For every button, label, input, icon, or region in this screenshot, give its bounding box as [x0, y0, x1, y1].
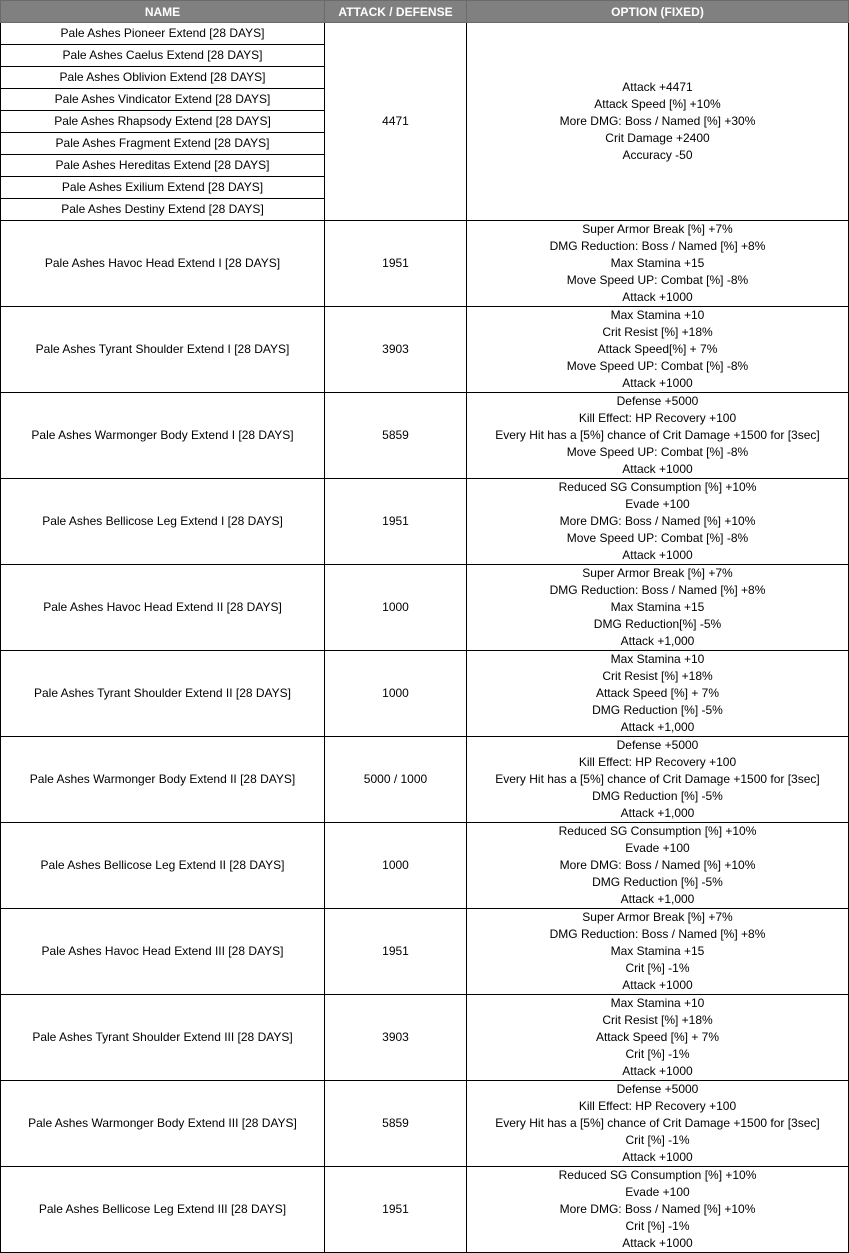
header-attack-defense: ATTACK / DEFENSE — [325, 1, 467, 23]
option-line: Every Hit has a [5%] chance of Crit Damage +1500 for [3sec] — [495, 428, 820, 442]
item-name: Pale Ashes Oblivion Extend [28 DAYS] — [1, 67, 325, 89]
item-attack-defense: 3903 — [325, 995, 467, 1081]
option-line: Attack +1000 — [622, 376, 693, 390]
option-line: Attack +1000 — [622, 1064, 693, 1078]
item-name: Pale Ashes Warmonger Body Extend I [28 DAYS] — [1, 393, 325, 479]
option-line: Crit [%] -1% — [625, 1133, 690, 1147]
option-line: Attack +1000 — [622, 1150, 693, 1164]
option-line: Crit [%] -1% — [625, 1219, 690, 1233]
option-line: Attack +1000 — [622, 978, 693, 992]
option-line: Kill Effect: HP Recovery +100 — [578, 411, 737, 425]
option-line: More DMG: Boss / Named [%] +30% — [559, 114, 756, 128]
option-line: Accuracy -50 — [622, 148, 693, 162]
item-attack-defense: 5859 — [325, 1081, 467, 1167]
option-line: Max Stamina +15 — [610, 944, 705, 958]
item-name: Pale Ashes Destiny Extend [28 DAYS] — [1, 199, 325, 221]
table-row — [1, 565, 849, 651]
option-line: Attack +1000 — [622, 1236, 693, 1250]
option-line: Max Stamina +15 — [610, 600, 705, 614]
header-name: NAME — [1, 1, 325, 23]
option-line: Attack Speed [%] + 7% — [595, 686, 720, 700]
item-name: Pale Ashes Rhapsody Extend [28 DAYS] — [1, 111, 325, 133]
item-options — [467, 221, 849, 307]
option-line: Evade +100 — [625, 497, 690, 511]
option-line: DMG Reduction [%] -5% — [592, 703, 723, 717]
option-line: Max Stamina +10 — [610, 308, 705, 322]
option-line: Attack Speed[%] + 7% — [597, 342, 718, 356]
item-name: Pale Ashes Havoc Head Extend II [28 DAYS] — [1, 565, 325, 651]
item-attack-defense: 1000 — [325, 823, 467, 909]
option-line: DMG Reduction [%] -5% — [592, 789, 723, 803]
item-options — [467, 995, 849, 1081]
item-attack-defense: 1951 — [325, 221, 467, 307]
item-attack-defense: 5859 — [325, 393, 467, 479]
option-line: Attack +1000 — [622, 462, 693, 476]
option-line: DMG Reduction: Boss / Named [%] +8% — [549, 239, 766, 253]
item-name: Pale Ashes Tyrant Shoulder Extend II [28 DAYS] — [1, 651, 325, 737]
option-line: Attack Speed [%] +10% — [594, 97, 721, 111]
option-line: Attack +1,000 — [620, 720, 695, 734]
option-line: Super Armor Break [%] +7% — [582, 566, 733, 580]
table-row — [1, 393, 849, 479]
option-line: Move Speed UP: Combat [%] -8% — [566, 445, 749, 459]
item-options — [467, 651, 849, 737]
option-line: Crit Resist [%] +18% — [602, 325, 713, 339]
option-line: Crit Resist [%] +18% — [602, 669, 713, 683]
table-row — [1, 823, 849, 909]
option-line: Attack Speed [%] + 7% — [595, 1030, 720, 1044]
option-line: Crit Resist [%] +18% — [602, 1013, 713, 1027]
option-line: More DMG: Boss / Named [%] +10% — [559, 1202, 756, 1216]
option-line: Max Stamina +15 — [610, 256, 705, 270]
option-line: Move Speed UP: Combat [%] -8% — [566, 359, 749, 373]
item-name: Pale Ashes Warmonger Body Extend II [28 DAYS] — [1, 737, 325, 823]
table-row — [1, 909, 849, 995]
item-attack-defense: 1951 — [325, 1167, 467, 1253]
option-line: Crit Damage +2400 — [605, 131, 710, 145]
option-line: Attack +1,000 — [620, 634, 695, 648]
header-option-fixed: OPTION (FIXED) — [467, 1, 849, 23]
item-options — [467, 479, 849, 565]
item-options — [467, 565, 849, 651]
item-attack-defense: 3903 — [325, 307, 467, 393]
table-row — [1, 221, 849, 307]
option-line: Kill Effect: HP Recovery +100 — [578, 1099, 737, 1113]
table-row — [1, 479, 849, 565]
item-name: Pale Ashes Pioneer Extend [28 DAYS] — [1, 23, 325, 45]
item-options — [467, 1081, 849, 1167]
option-line: Max Stamina +10 — [610, 996, 705, 1010]
item-name: Pale Ashes Fragment Extend [28 DAYS] — [1, 133, 325, 155]
option-line: Reduced SG Consumption [%] +10% — [558, 824, 757, 838]
option-line: Every Hit has a [5%] chance of Crit Damage +1500 for [3sec] — [495, 1116, 820, 1130]
option-line: DMG Reduction [%] -5% — [592, 875, 723, 889]
table-body — [1, 23, 849, 1253]
item-name: Pale Ashes Bellicose Leg Extend I [28 DAYS] — [1, 479, 325, 565]
table-row — [1, 651, 849, 737]
item-options — [467, 737, 849, 823]
item-options — [467, 307, 849, 393]
item-name: Pale Ashes Tyrant Shoulder Extend I [28 DAYS] — [1, 307, 325, 393]
option-line: DMG Reduction[%] -5% — [593, 617, 722, 631]
item-options — [467, 393, 849, 479]
option-line: Attack +1,000 — [620, 806, 695, 820]
option-line: DMG Reduction: Boss / Named [%] +8% — [549, 583, 766, 597]
table-row — [1, 995, 849, 1081]
option-line: Evade +100 — [625, 1185, 690, 1199]
item-name: Pale Ashes Warmonger Body Extend III [28 DAYS] — [1, 1081, 325, 1167]
item-name: Pale Ashes Tyrant Shoulder Extend III [28 DAYS] — [1, 995, 325, 1081]
option-line: Crit [%] -1% — [625, 961, 690, 975]
option-line: Defense +5000 — [616, 394, 699, 408]
option-line: Max Stamina +10 — [610, 652, 705, 666]
option-line: Kill Effect: HP Recovery +100 — [578, 755, 737, 769]
option-line: DMG Reduction: Boss / Named [%] +8% — [549, 927, 766, 941]
item-options — [467, 23, 849, 221]
item-name: Pale Ashes Havoc Head Extend I [28 DAYS] — [1, 221, 325, 307]
item-attack-defense: 1000 — [325, 651, 467, 737]
option-line: Reduced SG Consumption [%] +10% — [558, 480, 757, 494]
item-name: Pale Ashes Bellicose Leg Extend II [28 DAYS] — [1, 823, 325, 909]
item-options — [467, 1167, 849, 1253]
item-attack-defense: 5000 / 1000 — [325, 737, 467, 823]
item-attack-defense: 1951 — [325, 909, 467, 995]
option-line: More DMG: Boss / Named [%] +10% — [559, 858, 756, 872]
option-line: Super Armor Break [%] +7% — [582, 222, 733, 236]
item-name: Pale Ashes Vindicator Extend [28 DAYS] — [1, 89, 325, 111]
table-row — [1, 737, 849, 823]
option-line: Move Speed UP: Combat [%] -8% — [566, 273, 749, 287]
option-line: Defense +5000 — [616, 1082, 699, 1096]
option-line: Super Armor Break [%] +7% — [582, 910, 733, 924]
option-line: Evade +100 — [625, 841, 690, 855]
option-line: Defense +5000 — [616, 738, 699, 752]
option-line: Every Hit has a [5%] chance of Crit Damage +1500 for [3sec] — [495, 772, 820, 786]
item-attack-defense: 4471 — [325, 23, 467, 221]
header-row — [1, 1, 849, 23]
option-line: Attack +1,000 — [620, 892, 695, 906]
table-row — [1, 1167, 849, 1253]
table-row — [1, 1081, 849, 1167]
item-name: Pale Ashes Hereditas Extend [28 DAYS] — [1, 155, 325, 177]
table-row — [1, 23, 849, 45]
option-line: Attack +1000 — [622, 548, 693, 562]
option-line: Move Speed UP: Combat [%] -8% — [566, 531, 749, 545]
item-attack-defense: 1000 — [325, 565, 467, 651]
table-row — [1, 307, 849, 393]
option-line: Attack +1000 — [622, 290, 693, 304]
item-name: Pale Ashes Havoc Head Extend III [28 DAYS] — [1, 909, 325, 995]
item-name: Pale Ashes Exilium Extend [28 DAYS] — [1, 177, 325, 199]
option-line: Reduced SG Consumption [%] +10% — [558, 1168, 757, 1182]
option-line: Attack +4471 — [622, 80, 693, 94]
item-options — [467, 823, 849, 909]
item-name: Pale Ashes Bellicose Leg Extend III [28 DAYS] — [1, 1167, 325, 1253]
option-line: More DMG: Boss / Named [%] +10% — [559, 514, 756, 528]
item-name: Pale Ashes Caelus Extend [28 DAYS] — [1, 45, 325, 67]
item-attack-defense: 1951 — [325, 479, 467, 565]
option-line: Crit [%] -1% — [625, 1047, 690, 1061]
item-options — [467, 909, 849, 995]
